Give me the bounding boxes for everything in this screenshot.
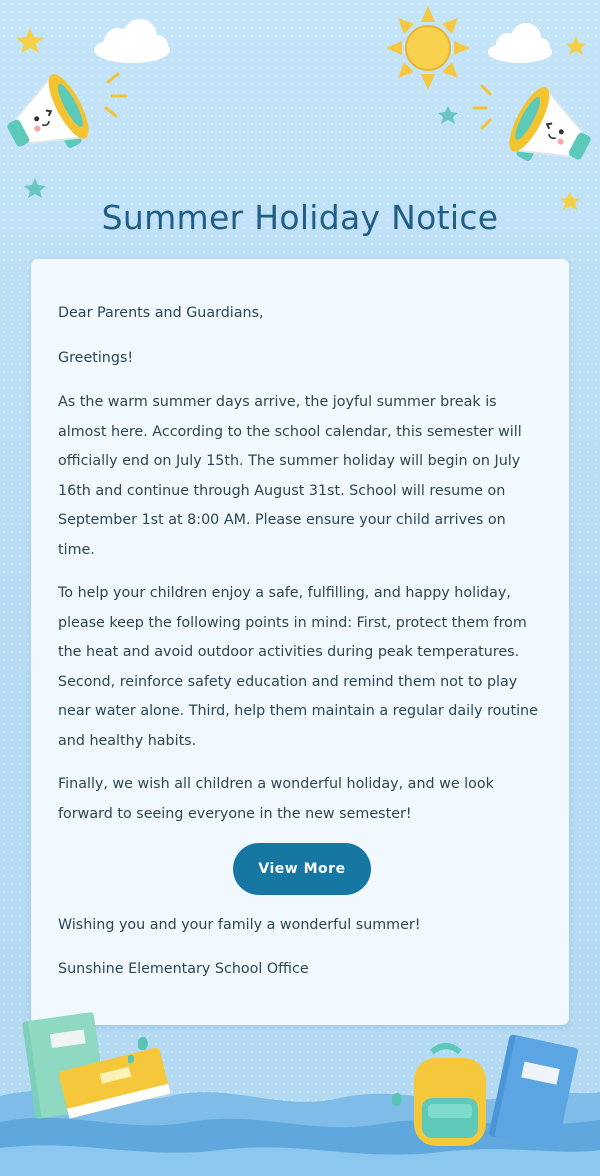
notice-card: [31, 259, 569, 1025]
greeting: Greetings!: [58, 349, 134, 366]
paragraph-schedule: As the warm summer days arrive, the joyful summer break is almost here. According to the school calendar, this semester will officially end on July 15th. The summer holiday will begin on July 16th and continue through August 31st. School will resume on September 1st at 8:00 AM. Please ensure your child arrives on time.: [58, 394, 522, 558]
megaphone-icon: [501, 82, 600, 183]
closing-line: Wishing you and your family a wonderful summer!: [58, 917, 421, 933]
paragraph-safety: To help your children enjoy a safe, fulfilling, and happy holiday, please keep the following points in mind: First, protect them from the heat and avoid outdoor activities during peak temperatures. Second, reinforce safety education and remind them not to play near water alone. Third, help them maintain a regular daily routine and healthy habits.: [58, 585, 538, 749]
star-icon: [438, 106, 458, 124]
sound-lines-decoration: [474, 86, 490, 128]
top-decorations: [0, 0, 600, 220]
view-more-button[interactable]: View More: [233, 843, 371, 895]
megaphone-icon: [0, 69, 97, 170]
cloud-icon: [94, 19, 170, 63]
salutation: Dear Parents and Guardians,: [58, 305, 264, 321]
bottom-decorations: [0, 1000, 600, 1176]
cloud-icon: [488, 23, 552, 63]
wave-decoration: [0, 1145, 600, 1176]
notice-body: [58, 299, 546, 998]
sound-lines-decoration: [106, 74, 126, 116]
signature: Sunshine Elementary School Office: [58, 960, 309, 977]
sun-icon: [386, 6, 470, 90]
paragraph-wishes: Finally, we wish all children a wonderful holiday, and we look forward to seeing everyone in the new semester!: [58, 776, 494, 822]
star-icon: [566, 36, 586, 55]
button-container: [58, 843, 546, 895]
star-icon: [24, 178, 46, 198]
water-drop-decoration: [138, 1037, 148, 1050]
page-title: Summer Holiday Notice: [101, 198, 499, 237]
star-icon: [16, 28, 44, 53]
backpack-icon: [414, 1046, 486, 1146]
